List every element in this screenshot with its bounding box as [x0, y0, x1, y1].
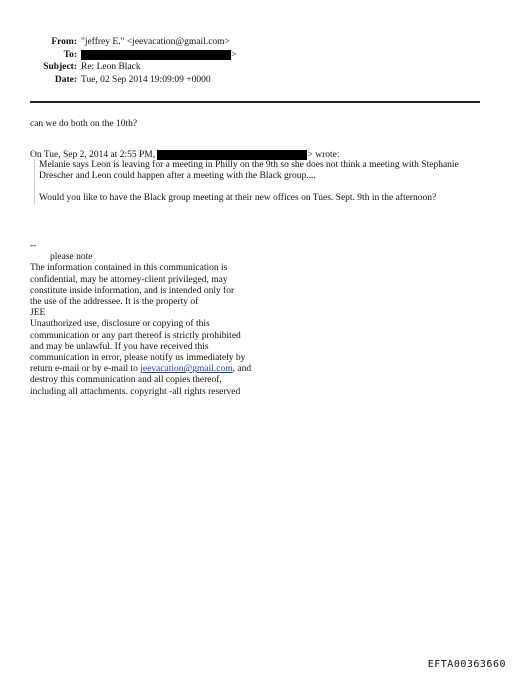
redaction-box-sender — [157, 150, 307, 160]
to-suffix: > — [231, 49, 237, 60]
disclaimer-line: communication in error, please notify us immediately by — [30, 353, 246, 364]
quoted-message — [34, 160, 479, 204]
disclaimer-line: The information contained in this communication is — [30, 263, 228, 274]
quote-intro-suffix: > wrote: — [307, 150, 340, 161]
link-line-suffix: , and — [232, 364, 252, 375]
quoted-paragraph-2: Would you like to have the Black group meeting at their new offices on Tues. Sept. 9th in the afternoon? — [39, 193, 437, 203]
disclaimer-line: including all attachments. copyright -all rights reserved — [30, 386, 241, 397]
disclaimer-link-line — [30, 364, 290, 375]
redaction-box-to — [81, 50, 231, 60]
disclaimer-line: JEE — [30, 308, 46, 319]
signature-dash: -- — [30, 241, 37, 251]
email-header-block — [30, 36, 470, 86]
subject-row — [30, 61, 470, 74]
disclaimer-line: communication or any part thereof is strictly prohibited — [30, 330, 241, 341]
date-label: Date: — [54, 74, 77, 85]
header-divider — [30, 101, 480, 103]
disclaimer-line: and may be unlawful. If you have received this — [30, 341, 209, 352]
disclaimer-line: Unauthorized use, disclosure or copying of this — [30, 319, 210, 330]
disclaimer-line: constitute inside information, and is intended only for — [30, 285, 235, 296]
from-value: "jeffrey E." <jeevacation@gmail.com> — [81, 37, 230, 47]
disclaimer-line: confidential, may be attorney-client privileged, may — [30, 274, 228, 285]
email-link[interactable]: jeevacation@gmail.com — [140, 364, 233, 375]
quoted-paragraph-1: Melanie says Leon is leaving for a meeting in Philly on the 9th so she does not think a meeting with Stephanie Drescher and Leon could happen after a meeting with the Black group.... — [39, 160, 459, 181]
date-value: Tue, 02 Sep 2014 19:09:09 +0000 — [81, 74, 211, 85]
from-label: From: — [51, 37, 77, 47]
from-row — [30, 36, 470, 49]
message-body: can we do both on the 10th? — [30, 119, 138, 129]
date-row — [30, 74, 470, 87]
to-row — [30, 49, 470, 62]
signature-block — [30, 241, 290, 398]
bates-number: EFTA00363660 — [427, 659, 506, 670]
subject-value: Re: Leon Black — [81, 62, 141, 73]
link-line-prefix: return e-mail or by e-mail to — [30, 364, 141, 375]
subject-label: Subject: — [43, 62, 77, 73]
disclaimer-line: the use of the addressee. It is the property of — [30, 297, 199, 308]
to-label: To: — [63, 49, 77, 60]
disclaimer-line: destroy this communication and all copies thereof, — [30, 375, 222, 386]
quote-intro-prefix: On Tue, Sep 2, 2014 at 2:55 PM, — [30, 150, 156, 161]
signature-note: please note — [50, 252, 93, 263]
